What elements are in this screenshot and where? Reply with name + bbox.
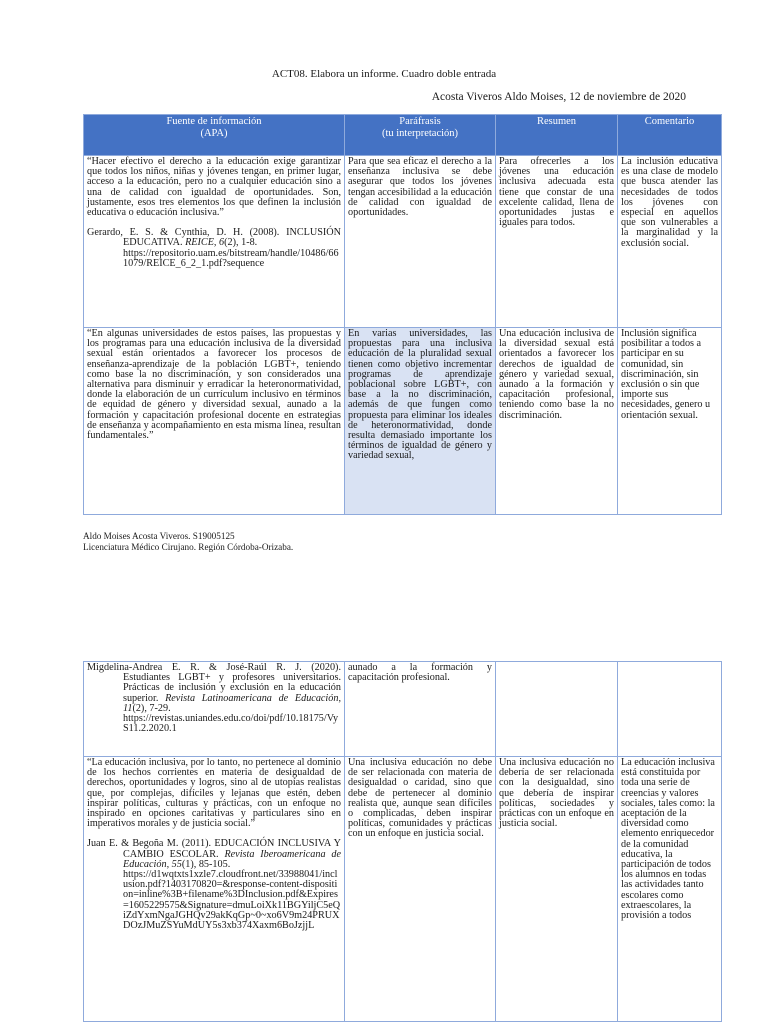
comment-cell: La inclusión educativa es una clase de modelo que busca atender las necesidades de todos los jóvenes con especial en aquellos que son vulnerables a la marginalidad y la exclusión social.: [618, 156, 722, 328]
header-sublabel: (APA): [200, 128, 228, 139]
comment-cell: [618, 757, 722, 1022]
header-label: Comentario: [644, 116, 695, 127]
table-header-row: [84, 115, 722, 156]
reference-url[interactable]: https://repositorio.uam.es/bitstream/handle/10486/661079/REICE_6_2_1.pdf?sequence: [123, 247, 339, 269]
reference-journal: REICE, 6: [185, 237, 225, 249]
header-paraphrase: [345, 115, 496, 156]
header-summary: [496, 115, 618, 156]
source-cell: [84, 662, 345, 757]
header-source: [84, 115, 345, 156]
reference-details: (2), 7-29.: [132, 702, 171, 714]
page-footer: [83, 531, 293, 553]
source-cell: [84, 757, 345, 1022]
summary-cell: [496, 662, 618, 757]
paraphrase-cell: [345, 328, 496, 515]
comment-cell: Inclusión significa posibilitar a todos a participar en su comunidad, sin discriminación, sin exclusión o sin que importe sus necesidades, genero u orientación sexual.: [618, 328, 722, 515]
reference-authors: Gerardo, E. S. & Cynthia, D. H. (2008). INCLUSIÓN EDUCATIVA.: [87, 227, 341, 249]
reference-url[interactable]: https://d1wqtxts1xzle7.cloudfront.net/33988041/inclusion.pdf?1403170820=&response-content-disposition=inline%3B+filename%3DInclusion.pdf&Expires=1605229575&Signature=dmuLoiXk11BGYiljC5eQiZdYxmNgaJGHQv29akKqGp~0~xo6V9m24PRUXDOzJMuZSYuMdUY5s3xb374Xaxm6BoJzjjL: [123, 869, 341, 932]
source-cell: [84, 156, 345, 328]
comment-text: La educación inclusiva está constituida por toda una serie de creencias y valores sociales, tales como: la aceptación de la diversidad como elemento enriquecedor de la comunidad educativa, la participación de todos los alumnos en todas las actividades tanto escolares como extraescolares, la provisión a todos: [621, 758, 715, 922]
source-cell: [84, 328, 345, 515]
paraphrase-cell: aunado a la formación y capacitación profesional.: [345, 662, 496, 757]
header-label: Resumen: [536, 116, 577, 127]
quote-text: “La educación inclusiva, por lo tanto, no pertenece al dominio de los hechos corrientes en materia de desigualdad de derechos, oportunidades y logros, sino al de utopías realistas que, por complejas, difíciles y lejanas que estén, deben inspirar políticas, culturas y prácticas, con un enfoque no inspirado en opciones caritativas y particulares sino en imperativos morales y de justicia social.”: [87, 758, 341, 830]
apa-reference: [87, 228, 341, 269]
reference-details: (2), 1-8.: [224, 237, 258, 249]
double-entry-table-page-2: [83, 661, 722, 1022]
header-sublabel: (tu interpretación): [381, 128, 459, 139]
author-date: Acosta Viveros Aldo Moises, 12 de noviembre de 2020: [431, 91, 686, 103]
summary-cell: Una educación inclusiva de la diversidad sexual está orientados a favorecer los derechos de igualdad de género y variedad sexual, aunado a la formación y capacitación profesional, teniendo como base la no discriminación.: [496, 328, 618, 515]
reference-journal: Revista Latinoamericana de Educación, 11: [123, 692, 341, 714]
header-label: Fuente de información: [166, 116, 262, 127]
table-row: [84, 662, 722, 757]
summary-cell: Para ofrecerles a los jóvenes una educación inclusiva adecuada esta tiene que constar de una excelente calidad, llena de oportunidades justas e iguales para todos.: [496, 156, 618, 328]
summary-cell: Una inclusiva educación no debería de ser relacionada con la desigualdad, sino que debería de inspirar políticas, sociedades y prácticas con un enfoque en justicia social.: [496, 757, 618, 1022]
footer-student: Aldo Moises Acosta Viveros. S19005125: [83, 531, 235, 541]
document-title: ACT08. Elabora un informe. Cuadro doble entrada: [271, 68, 497, 80]
reference-journal: Revista Iberoamericana de Educación, 55: [123, 848, 341, 870]
paraphrase-text: En varias universidades, las propuestas para una inclusiva educación de la pluralidad sexual tienen como objetivo incrementar programas de aprendizaje poblacional sobre LGBT+, con base a la no discriminación, además de que fungen como propuesta para eliminar los ideales de heteronormatividad, donde resulta demasiado importante los términos de igualdad de género y variedad sexual,: [348, 329, 492, 462]
double-entry-table-page-1: [83, 114, 722, 515]
table-row: [84, 328, 722, 515]
reference-authors: Juan E. & Begoña M. (2011). EDUCACIÓN INCLUSIVA Y CAMBIO ESCOLAR.: [87, 838, 341, 860]
paraphrase-cell: Una inclusiva educación no debe de ser relacionada con materia de desigualdad o caridad, sino que debe de pertenecer al dominio realista que, aunque sean difíciles o complicadas, deben inspirar políticas, comunidades y prácticas con un enfoque en justicia social.: [345, 757, 496, 1022]
header-label: Paráfrasis: [399, 116, 441, 127]
table-row: [84, 757, 722, 1022]
apa-reference: [87, 839, 341, 931]
reference-details: (1), 85-105.: [181, 858, 231, 870]
paraphrase-cell: Para que sea eficaz el derecho a la enseñanza inclusiva se debe asegurar que todos los jóvenes tengan accesibilidad a la educación de calidad con igualdad de oportunidades.: [345, 156, 496, 328]
apa-reference: [87, 663, 341, 734]
header-comment: [618, 115, 722, 156]
source-content: [87, 758, 341, 1020]
reference-authors: Migdelina-Andrea E. R. & José-Raúl R. J. (2020). Estudiantes LGBT+ y profesores universitarios. Prácticas de inclusión y exclusión en la educación superior.: [87, 662, 341, 704]
footer-program: Licenciatura Médico Cirujano. Región Córdoba-Orizaba.: [83, 542, 294, 552]
quote-text: “Hacer efectivo el derecho a la educación exige garantizar que todos los niños, niñas y jóvenes tengan, en primer lugar, acceso a la educación, pero no a cualquier educación sino a una de calidad con igualdad de oportunidades. Son, justamente, esos tres elementos los que definen la inclusión educativa o educación inclusiva.”: [87, 156, 341, 219]
quote-text: “En algunas universidades de estos países, las propuestas y los programas para una educación inclusiva de la diversidad sexual están orientados a favorecer los procesos de enseñanza-aprendizaje de la población LGBT+, teniendo como base la no discriminación, y son considerados una alternativa para disminuir y erradicar la heteronormatividad, donde la elaboración de un currículum inclusivo en términos de equidad de género y diversidad sexual, aunado a la formación y capacitación profesional docente en estrategias de enseñanza y acompañamiento en esta misma línea, resultan fundamentales.”: [87, 328, 341, 442]
reference-url[interactable]: https://revistas.uniandes.edu.co/doi/pdf/10.18175/VyS11.2.2020.1: [123, 713, 339, 735]
table-row: [84, 156, 722, 328]
comment-cell: [618, 662, 722, 757]
